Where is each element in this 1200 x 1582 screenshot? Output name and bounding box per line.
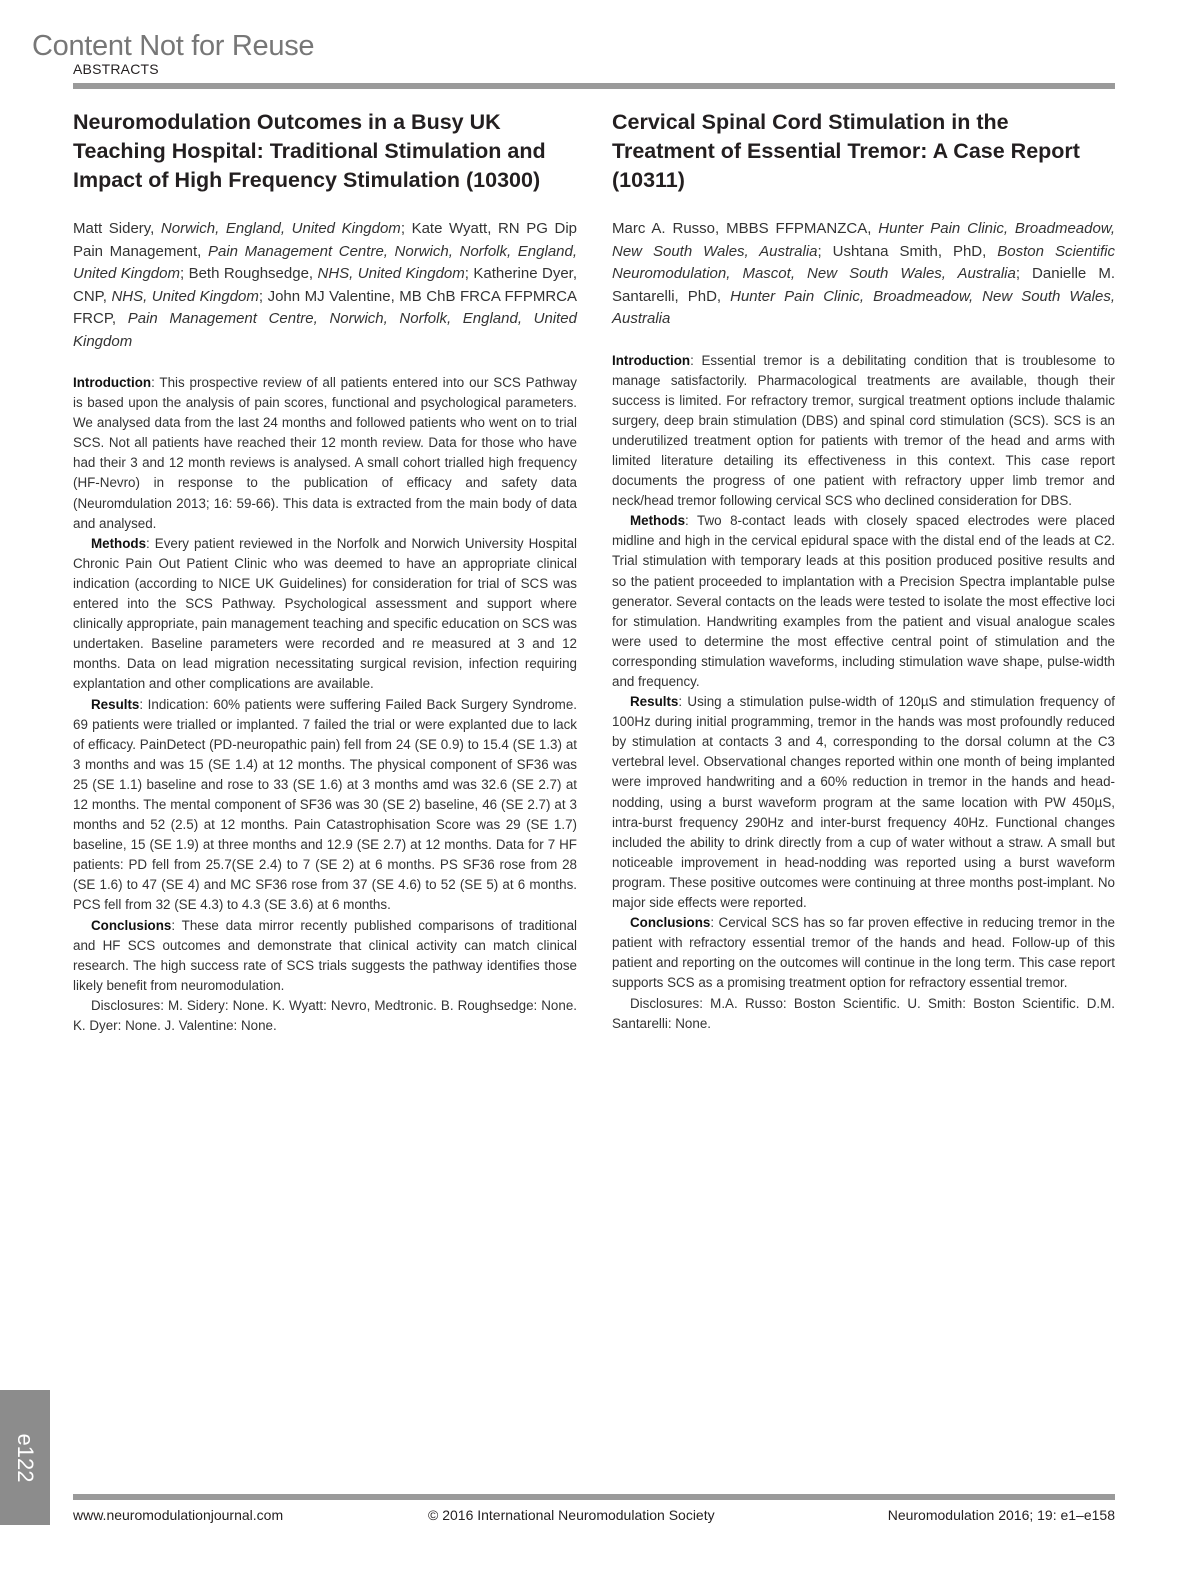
author-name: ; Kate Wyatt, RN PG Dip Pain Management, xyxy=(73,220,577,260)
article-authors xyxy=(73,218,577,353)
paragraph-text: : Two 8-contact leads with closely spaced electrodes were placed midline and high in the cervical epidural space with the distal end of the leads at C2. Trial stimulation with temporary leads at this position produced positive results and so the patient proceeded to implantation with a Precision Spectra implantable pulse generator. Several contacts on the leads were tested to isolate the most effective loci for stimulation. Handwriting examples from the patient and visual analogue scales were used to determine the most effective central point of stimulation and the corresponding stimulation waveforms, including stimulation wave shape, pulse-width and frequency. xyxy=(612,513,1115,689)
abstract-paragraph xyxy=(73,534,577,695)
paragraph-heading: Results xyxy=(91,696,140,712)
footer-citation: Neuromodulation 2016; 19: e1–e158 xyxy=(887,1507,1115,1523)
paragraph-text: : Cervical SCS has so far proven effective in reducing tremor in the patient with refractory essential tremor of the hands and head. Follow-up of this patient and reporting on the outcomes will continue in the long term. This case report supports SCS as a promising treatment option for refractory essential tremor. xyxy=(612,915,1115,991)
author-affiliation: Hunter Pain Clinic, Broadmeadow, New South Wales, Australia xyxy=(612,287,1115,327)
author-affiliation: NHS, United Kingdom xyxy=(317,265,465,282)
article-body xyxy=(612,351,1115,1034)
author-affiliation: Norwich, England, United Kingdom xyxy=(160,220,401,237)
author-affiliation: Pain Management Centre, Norwich, Norfolk, England, United Kingdom xyxy=(73,310,577,350)
abstract-paragraph xyxy=(73,916,577,996)
section-label: ABSTRACTS xyxy=(73,61,159,77)
header-rule xyxy=(73,83,1115,89)
paragraph-text: : This prospective review of all patients entered into our SCS Pathway is based upon the analysis of pain scores, functional and psychological parameters. We analysed data from the last 24 months and followed patients who went on to trial SCS. Not all patients have reached their 12 month review. Data for those who have had their 3 and 12 month reviews is analysed. A small cohort trialled high frequency (HF-Nevro) in response to the publication of efficacy and safety data (Neuromdulation 2013; 16: 59-66). This data is extracted from the main body of data and analysed. xyxy=(73,375,577,531)
paragraph-text: : Essential tremor is a debilitating condition that is troublesome to manage satisfactorily. Pharmacological treatments are available, though their success is limited. For refractory tremor, surgical treatment options include thalamic surgery, deep brain stimulation (DBS) and spinal cord stimulation (SCS). SCS is an underutilized treatment option for patients with tremor of the head and arms with limited literature detailing its effectiveness in this context. This case report documents the progress of one patient with refractory upper limb tremor and neck/head tremor following cervical SCS who declined consideration for DBS. xyxy=(612,352,1115,509)
footer-website[interactable]: www.neuromodulationjournal.com xyxy=(73,1507,284,1523)
watermark: Content Not for Reuse xyxy=(32,30,315,62)
page-number: e122 xyxy=(13,1433,38,1482)
paragraph-text: : These data mirror recently published comparisons of traditional and HF SCS outcomes and demonstrate that clinical activity can match clinical research. The high success rate of SCS trials suggests the pathway identifies those likely benefit from neuromodulation. xyxy=(73,917,577,993)
paragraph-heading: Methods xyxy=(91,535,147,551)
abstract-paragraph xyxy=(73,695,577,916)
author-name: ; Ushtana Smith, PhD, xyxy=(817,242,998,260)
abstract-paragraph xyxy=(612,692,1115,913)
footer-rule xyxy=(73,1494,1115,1500)
paragraph-heading: Methods xyxy=(630,513,686,529)
author-name: Matt Sidery, xyxy=(73,220,161,237)
article-left xyxy=(73,108,577,1036)
author-name: ; Danielle M. Santarelli, PhD, xyxy=(612,265,1115,305)
author-name: ; Katherine Dyer, CNP, xyxy=(73,265,577,305)
paragraph-text: Disclosures: M.A. Russo: Boston Scientific. U. Smith: Boston Scientific. D.M. Santarelli: None. xyxy=(612,995,1115,1031)
paragraph-heading: Introduction xyxy=(73,375,152,390)
abstract-paragraph xyxy=(612,511,1115,692)
abstract-paragraph xyxy=(612,994,1115,1034)
paragraph-text: : Indication: 60% patients were suffering Failed Back Surgery Syndrome. 69 patients were trialled or implanted. 7 failed the trial or were explanted due to lack of efficacy. PainDetect (PD-neuropathic pain) fell from 24 (SE 0.9) to 15.4 (SE 1.3) at 3 months and was 15 (SE 1.4) at 12 months. The physical component of SF36 was 25 (SE 1.1) baseline and rose to 33 (SE 1.6) at 3 months amd was 32.6 (SE 2.7) at 12 months. The mental component of SF36 was 30 (SE 2) baseline, 46 (SE 2.7) at 3 months and 52 (2.5) at 12 months. Pain Catastrophisation Score was 29 (SE 1.7) baseline, 15 (SE 1.9) at three months and 12.9 (SE 2.7) at 12 months. Data for 7 HF patients: PD fell from 25.7(SE 2.4) to 7 (SE 2) at 6 months. PS SF36 rose from 28 (SE 1.6) to 47 (SE 4) and MC SF36 rose from 37 (SE 4.6) to 52 (SE 5) at 6 months. PCS fell from 32 (SE 4.3) to 4.3 (SE 3.6) at 6 months. xyxy=(73,696,577,913)
article-authors xyxy=(612,218,1115,331)
author-name: ; Beth Roughsedge, xyxy=(179,265,318,282)
author-name: Marc A. Russo, MBBS FFPMANZCA, xyxy=(612,220,879,237)
paragraph-heading: Introduction xyxy=(612,352,691,368)
abstract-paragraph xyxy=(73,996,577,1036)
paragraph-text: : Using a stimulation pulse-width of 120µS and stimulation frequency of 100Hz during initial programming, tremor in the hands was most profoundly reduced by stimulation at contacts 3 and 4, corresponding to the dorsal column at the C3 vertebral level. Observational changes reported within one month of being implanted were improved handwriting and a 60% reduction in tremor in the hands and head-nodding, using a burst waveform program at the same location with PW 450µS, intra-burst frequency 290Hz and inter-burst frequency 40Hz. Functional changes included the ability to drink directly from a cup of water without a straw. A small but noticeable improvement in head-nodding was reported using a burst waveform program. These positive outcomes were continuing at three months post-implant. No major side effects were reported. xyxy=(612,694,1115,911)
author-affiliation: Hunter Pain Clinic, Broadmeadow, New South Wales, Australia xyxy=(612,220,1115,260)
paragraph-heading: Results xyxy=(630,694,679,710)
abstract-paragraph xyxy=(612,913,1115,993)
article-title: Neuromodulation Outcomes in a Busy UK Teaching Hospital: Traditional Stimulation and Impact of High Frequency Stimulation (10300) xyxy=(73,110,546,192)
author-affiliation: Pain Management Centre, Norwich, Norfolk, England, United Kingdom xyxy=(73,242,578,282)
article-body xyxy=(73,373,577,1036)
abstract-paragraph xyxy=(612,351,1115,512)
paragraph-heading: Conclusions xyxy=(91,917,172,933)
page-number-tab xyxy=(0,1390,50,1525)
footer-copyright: © 2016 International Neuromodulation Society xyxy=(428,1507,715,1523)
abstract-paragraph xyxy=(73,373,577,534)
author-affiliation: NHS, United Kingdom xyxy=(111,287,259,305)
paragraph-text: Disclosures: M. Sidery: None. K. Wyatt: Nevro, Medtronic. B. Roughsedge: None. K. Dyer: None. J. Valentine: None. xyxy=(73,997,577,1033)
author-affiliation: Boston Scientific Neuromodulation, Mascot, New South Wales, Australia xyxy=(612,242,1115,282)
article-title: Cervical Spinal Cord Stimulation in the Treatment of Essential Tremor: A Case Report (10311) xyxy=(612,110,1080,192)
paragraph-text: : Every patient reviewed in the Norfolk and Norwich University Hospital Chronic Pain Out Patient Clinic who was deemed to have an appropriate clinical indication (according to NICE UK Guidelines) for consideration for trial of SCS was entered into the SCS Pathway. Psychological assessment and support where clinically appropriate, pain management teaching and specific education on SCS was undertaken. Baseline parameters were recorded and re measured at 3 and 12 months. Data on lead migration necessitating surgical revision, infection requiring explantation and other complications are available. xyxy=(73,535,577,692)
paragraph-heading: Conclusions xyxy=(630,915,711,931)
author-name: ; John MJ Valentine, MB ChB FRCA FFPMRCA FRCP, xyxy=(73,287,578,327)
article-right xyxy=(612,108,1115,1034)
